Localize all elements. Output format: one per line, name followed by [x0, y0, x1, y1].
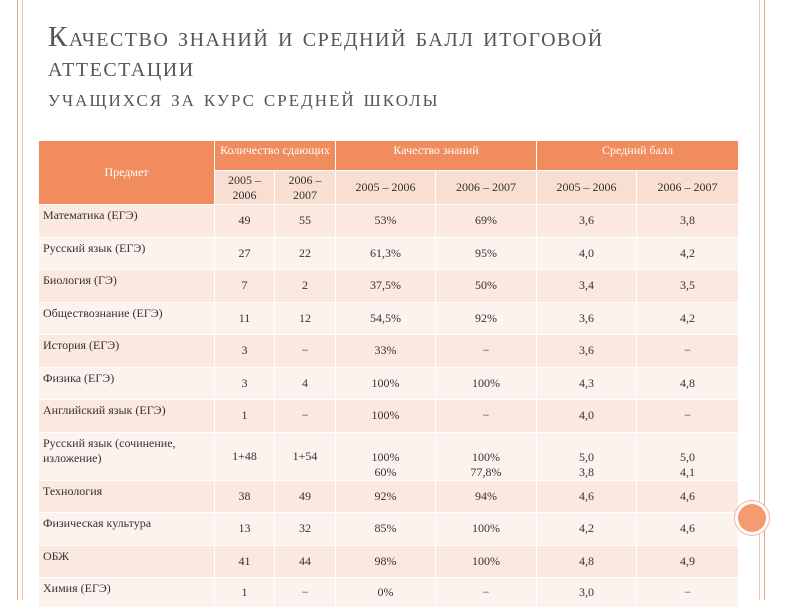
header-group-average: Средний балл [537, 141, 739, 171]
count-2006-2007-cell: 55 [275, 205, 336, 238]
count-2006-2007-cell: 32 [275, 513, 336, 546]
count-2005-2006-cell: 1 [215, 578, 275, 608]
average-2006-2007-cell: 4,9 [637, 545, 739, 578]
header-year: 2006 – 2007 [275, 171, 336, 205]
results-table [38, 140, 739, 608]
quality-2005-2006-cell: 85% [336, 513, 436, 546]
average-2006-2007-cell: 4,6 [637, 513, 739, 546]
average-2006-2007-cell: − [637, 400, 739, 433]
average-2006-2007-cell: − [637, 335, 739, 368]
count-2005-2006-cell: 49 [215, 205, 275, 238]
count-2005-2006-cell: 1+48 [215, 432, 275, 480]
count-2005-2006-cell: 27 [215, 237, 275, 270]
average-2005-2006-cell: 3,6 [537, 205, 637, 238]
table-row [39, 335, 739, 368]
table-row [39, 480, 739, 513]
count-2005-2006-cell: 7 [215, 270, 275, 303]
header-year: 2006 – 2007 [637, 171, 739, 205]
quality-2006-2007-cell: 94% [436, 480, 537, 513]
table-row [39, 302, 739, 335]
count-2006-2007-cell: − [275, 335, 336, 368]
count-2005-2006-cell: 1 [215, 400, 275, 433]
table-row [39, 578, 739, 608]
header-year: 2005 – 2006 [336, 171, 436, 205]
average-2006-2007-cell: 4,8 [637, 367, 739, 400]
quality-2006-2007-cell: 95% [436, 237, 537, 270]
quality-2005-2006-cell: 37,5% [336, 270, 436, 303]
quality-2006-2007-cell: 100% [436, 513, 537, 546]
subject-cell: Физика (ЕГЭ) [39, 367, 215, 400]
subject-cell: Технология [39, 480, 215, 513]
quality-2005-2006-cell: 54,5% [336, 302, 436, 335]
count-2006-2007-cell: − [275, 400, 336, 433]
average-2005-2006-cell: 4,3 [537, 367, 637, 400]
table-row [39, 205, 739, 238]
subject-cell: ОБЖ [39, 545, 215, 578]
average-2005-2006-cell: 3,6 [537, 335, 637, 368]
count-2006-2007-cell: 49 [275, 480, 336, 513]
count-2005-2006-cell: 13 [215, 513, 275, 546]
table-row [39, 432, 739, 480]
quality-2006-2007-cell: 92% [436, 302, 537, 335]
average-2005-2006-cell: 4,6 [537, 480, 637, 513]
count-2006-2007-cell: − [275, 578, 336, 608]
table-row [39, 513, 739, 546]
average-2005-2006-cell: 3,6 [537, 302, 637, 335]
count-2005-2006-cell: 3 [215, 367, 275, 400]
header-year: 2005 – 2006 [537, 171, 637, 205]
count-2005-2006-cell: 11 [215, 302, 275, 335]
slide-title-line2: аттестации [48, 51, 195, 83]
subject-cell: Обществознание (ЕГЭ) [39, 302, 215, 335]
count-2005-2006-cell: 3 [215, 335, 275, 368]
count-2006-2007-cell: 12 [275, 302, 336, 335]
average-2005-2006-cell: 4,8 [537, 545, 637, 578]
count-2006-2007-cell: 2 [275, 270, 336, 303]
count-2005-2006-cell: 41 [215, 545, 275, 578]
average-2006-2007-cell: 3,5 [637, 270, 739, 303]
header-group-quality: Качество знаний [336, 141, 537, 171]
average-2006-2007-cell: 4,2 [637, 237, 739, 270]
quality-2006-2007-cell: − [436, 578, 537, 608]
slide-subtitle: учащихся за курс средней школы [48, 86, 440, 112]
quality-2005-2006-cell: 100% 60% [336, 432, 436, 480]
quality-2005-2006-cell: 100% [336, 367, 436, 400]
average-2006-2007-cell: 5,0 4,1 [637, 432, 739, 480]
count-2006-2007-cell: 1+54 [275, 432, 336, 480]
quality-2006-2007-cell: 50% [436, 270, 537, 303]
quality-2006-2007-cell: 100% 77,8% [436, 432, 537, 480]
subject-cell: Русский язык (сочинение, изложение) [39, 432, 215, 480]
table-row [39, 545, 739, 578]
table-row [39, 237, 739, 270]
average-2005-2006-cell: 4,2 [537, 513, 637, 546]
table-row [39, 400, 739, 433]
average-2006-2007-cell: − [637, 578, 739, 608]
average-2005-2006-cell: 3,4 [537, 270, 637, 303]
count-2006-2007-cell: 44 [275, 545, 336, 578]
quality-2005-2006-cell: 0% [336, 578, 436, 608]
quality-2005-2006-cell: 98% [336, 545, 436, 578]
quality-2006-2007-cell: 69% [436, 205, 537, 238]
slide-title-line1: Качество знаний и средний балл итоговой [48, 21, 604, 53]
decorative-circle [738, 504, 766, 532]
subject-cell: Химия (ЕГЭ) [39, 578, 215, 608]
quality-2006-2007-cell: − [436, 400, 537, 433]
table-row [39, 367, 739, 400]
subject-cell: Русский язык (ЕГЭ) [39, 237, 215, 270]
slide-title [48, 22, 748, 82]
subject-cell: Биология (ГЭ) [39, 270, 215, 303]
subject-cell: Математика (ЕГЭ) [39, 205, 215, 238]
average-2006-2007-cell: 4,2 [637, 302, 739, 335]
average-2005-2006-cell: 5,0 3,8 [537, 432, 637, 480]
average-2006-2007-cell: 3,8 [637, 205, 739, 238]
header-year: 2006 – 2007 [436, 171, 537, 205]
quality-2006-2007-cell: 100% [436, 545, 537, 578]
subject-cell: Английский язык (ЕГЭ) [39, 400, 215, 433]
table-row [39, 270, 739, 303]
quality-2005-2006-cell: 53% [336, 205, 436, 238]
subject-cell: История (ЕГЭ) [39, 335, 215, 368]
header-subject: Предмет [39, 141, 215, 205]
count-2006-2007-cell: 4 [275, 367, 336, 400]
header-group-count: Количество сдающих [215, 141, 336, 171]
count-2006-2007-cell: 22 [275, 237, 336, 270]
average-2005-2006-cell: 4,0 [537, 237, 637, 270]
quality-2005-2006-cell: 33% [336, 335, 436, 368]
header-year: 2005 – 2006 [215, 171, 275, 205]
average-2005-2006-cell: 3,0 [537, 578, 637, 608]
count-2005-2006-cell: 38 [215, 480, 275, 513]
average-2006-2007-cell: 4,6 [637, 480, 739, 513]
quality-2005-2006-cell: 100% [336, 400, 436, 433]
quality-2006-2007-cell: − [436, 335, 537, 368]
quality-2005-2006-cell: 61,3% [336, 237, 436, 270]
subject-cell: Физическая культура [39, 513, 215, 546]
quality-2005-2006-cell: 92% [336, 480, 436, 513]
quality-2006-2007-cell: 100% [436, 367, 537, 400]
average-2005-2006-cell: 4,0 [537, 400, 637, 433]
